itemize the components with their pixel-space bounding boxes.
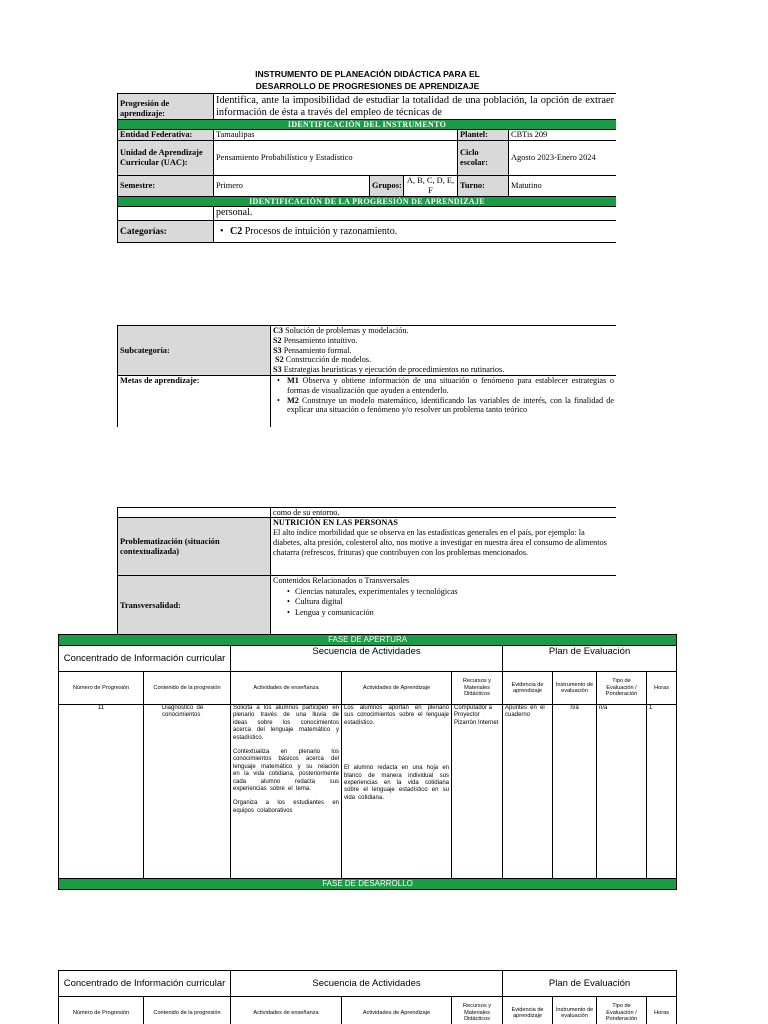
col-ensenanza: Actividades de enseñanza xyxy=(231,997,342,1024)
contenidos-list xyxy=(273,587,614,619)
subcategoria-code: C3 xyxy=(273,326,284,335)
ciclo-label: Ciclo escolar: xyxy=(458,141,509,176)
meta-text: Construye un modelo matemático, identificando las variables de interés, con la finalidad de explicar una situación o fenómeno y/o resolver un problema tanto teórico xyxy=(287,395,614,415)
subcategoria-code: S2 xyxy=(275,355,284,365)
col-numero: Número de Progresión xyxy=(59,997,144,1024)
subcategoria-text: Pensamiento intuitivo. xyxy=(283,335,358,345)
subcategoria-text: Solución de problemas y modelación. xyxy=(285,326,409,335)
subcategoria-line xyxy=(273,326,614,336)
group-concentrado: Concentrado de Información curricular xyxy=(59,646,231,672)
subcategoria-code: S3 xyxy=(273,345,282,355)
identification-table xyxy=(117,93,616,243)
section-identificacion-instrumento: IDENTIFICACIÓN DEL INSTRUMENTO xyxy=(118,120,617,130)
contenido-item: • Cultura digital xyxy=(273,597,614,608)
blank-cell xyxy=(118,207,214,221)
col-contenido: Contenido de la progresión xyxy=(144,997,231,1024)
meta-code: M1 xyxy=(287,376,299,385)
nutricion-text: El alto índice morbilidad que se observa en las estadísticas generales en el país, por ejemplo: la diabetes, alta presión, colesterol alto, nos motive a investigar en nuestra área el consumo de alimentos chatarra (refrescos, frituras) que contribuyen con los problemas mencionados. xyxy=(273,528,607,557)
group-plan: Plan de Evaluación xyxy=(503,971,677,997)
progresion-label: Progresión de aprendizaje: xyxy=(118,94,214,120)
fase-desarrollo-table xyxy=(58,970,677,1024)
col-tipo: Tipo de Evaluación / Ponderación xyxy=(597,997,647,1024)
subcategoria-line xyxy=(273,346,614,356)
col-tipo: Tipo de Evaluación / Ponderación xyxy=(597,672,647,705)
subcategoria-code: S3 xyxy=(273,365,282,375)
row-horas: 1 xyxy=(647,705,677,879)
entidad-label: Entidad Federativa: xyxy=(118,130,214,141)
col-contenido: Contenido de la progresión xyxy=(144,672,231,705)
col-evidencia: Evidencia de aprendizaje xyxy=(503,997,553,1024)
grupos-value: A, B, C, D, E, F xyxy=(404,176,458,197)
row-evidencia: Apuntes en el cuaderno xyxy=(503,705,553,879)
semestre-value: Primero xyxy=(214,176,370,197)
meta-code: M2 xyxy=(287,395,299,405)
col-numero: Número de Progresión xyxy=(59,672,144,705)
ensenanza-paragraph: Organiza a los estudiantes en equipos colaborativos xyxy=(233,800,339,814)
row-contenido: Diagnóstico de conocimientos xyxy=(144,705,231,879)
plantel-label: Plantel: xyxy=(458,130,509,141)
ensenanza-paragraph: Solicita a los alumnos participen en plenario través de una lluvia de ideas sobre los conocimientos acerca del lenguaje matemático y estadístico. xyxy=(233,705,339,741)
fase-apertura-table xyxy=(58,634,677,890)
group-concentrado: Concentrado de Información curricular xyxy=(59,971,231,997)
turno-value: Matutino xyxy=(509,176,617,197)
metas-label: Metas de aprendizaje: xyxy=(118,376,271,428)
fase-desarrollo-section xyxy=(58,970,678,1024)
subcategoria-line xyxy=(273,336,614,346)
meta-item xyxy=(273,376,614,396)
subcategoria-line xyxy=(273,355,614,365)
meta-text: Observa y obtiene información de una situación o fenómeno para establecer estrategias o formas de visualización que ayuden a entenderlo. xyxy=(287,376,615,395)
col-evidencia: Evidencia de aprendizaje xyxy=(503,672,553,705)
meta-item xyxy=(273,396,614,416)
progresion-text: Identifica, ante la imposibilidad de estudiar la totalidad de una población, la opción de extraer información de ésta a través del empleo de técnicas de xyxy=(214,94,617,120)
row-instrumento: n/a xyxy=(553,705,597,879)
group-secuencia: Secuencia de Actividades xyxy=(231,971,503,997)
col-instrumento: Instrumento de evaluación xyxy=(553,672,597,705)
contenido-item: • Ciencias naturales, experimentales y tecnológicas xyxy=(273,587,614,598)
uac-label: Unidad de Aprendizaje Curricular (UAC): xyxy=(118,141,214,176)
entorno-text: como de su entorno. xyxy=(271,508,617,518)
metas-list xyxy=(273,376,614,415)
contenido-item: • Lengua y comunicación xyxy=(273,608,614,619)
categoria-text: Procesos de intuición y razonamiento. xyxy=(244,225,398,237)
entidad-value: Tamaulipas xyxy=(214,130,458,141)
grupos-label: Grupos: xyxy=(370,176,404,197)
subcategoria-table xyxy=(117,325,616,427)
row-recursos: Computador a Proyector Pizarrón Internet xyxy=(452,705,503,879)
subcategoria-line xyxy=(273,365,614,375)
uac-value: Pensamiento Probabilístico y Estadístico xyxy=(214,141,458,176)
categorias-list xyxy=(216,227,614,237)
row-ensenanza xyxy=(231,705,342,879)
problematizacion-section xyxy=(117,507,616,635)
col-ensenanza: Actividades de enseñanza xyxy=(231,672,342,705)
problematizacion-table xyxy=(117,507,616,635)
document-title-line1: INSTRUMENTO DE PLANEACIÓN DIDÁCTICA PARA EL xyxy=(255,69,480,79)
personal-text: personal. xyxy=(214,207,617,221)
categoria-code: C2 xyxy=(230,225,243,237)
group-secuencia: Secuencia de Actividades xyxy=(231,646,503,672)
nutricion-title: NUTRICIÓN EN LAS PERSONAS xyxy=(273,518,398,527)
document-title-line2: DESARROLLO DE PROGRESIONES DE APRENDIZAJE xyxy=(255,81,480,91)
col-horas: Horas xyxy=(647,997,677,1024)
row-numero: 11 xyxy=(59,705,144,879)
turno-label: Turno: xyxy=(458,176,509,197)
subcategoria-code: S2 xyxy=(273,335,282,345)
subcategoria-text: Pensamiento formal. xyxy=(283,345,352,355)
subcategoria-text: Estrategias heurísticas y ejecución de procedimientos no rutinarios. xyxy=(283,365,505,375)
subcategoria-section xyxy=(117,325,616,427)
contenidos-title: Contenidos Relacionados o Transversales xyxy=(273,576,410,585)
aprendizaje-paragraph: Los alumnos aportan en plenario sus conocimientos sobre el lenguaje estadístico. xyxy=(344,705,449,726)
col-recursos: Recursos y Materiales Didácticos xyxy=(452,672,503,705)
group-plan: Plan de Evaluación xyxy=(503,646,677,672)
col-aprendizaje: Actividades de Aprendizaje xyxy=(342,672,452,705)
categoria-item xyxy=(216,227,614,237)
identification-section xyxy=(117,93,616,246)
fase-desarrollo-title: FASE DE DESARROLLO xyxy=(59,879,677,890)
categorias-label: Categorías: xyxy=(118,221,214,243)
blank-cell xyxy=(118,508,271,518)
row-tipo: n/a xyxy=(597,705,647,879)
row-aprendizaje xyxy=(342,705,452,879)
problematizacion-label: Problematización (situación contextualizada) xyxy=(118,518,271,576)
subcategoria-label: Subcategoría: xyxy=(118,326,271,376)
semestre-label: Semestre: xyxy=(118,176,214,197)
ensenanza-paragraph: Contextualiza en plenario los conocimientos básicos acerca del lenguaje matemático y su relación en la vida cotidiana, posteriormente cada alumno redacta sus experiencias sobre el tema. xyxy=(233,749,339,793)
plantel-value: CBTis 209 xyxy=(509,130,617,141)
col-instrumento: Instrumento de evaluación xyxy=(553,997,597,1024)
col-aprendizaje: Actividades de Aprendizaje xyxy=(342,997,452,1024)
col-horas: Horas xyxy=(647,672,677,705)
col-recursos: Recursos y Materiales Didácticos xyxy=(452,997,503,1024)
transversalidad-label: Transversalidad: xyxy=(118,576,271,636)
fase-apertura-title: FASE DE APERTURA xyxy=(59,635,677,646)
ciclo-value: Agosto 2023-Enero 2024 xyxy=(509,141,617,176)
subcategoria-text: Construcción de modelos. xyxy=(285,355,372,365)
aprendizaje-paragraph: El alumno redacta en una hoja en blanco de manera individual sus experiencias en la vida cotidiana sobre el lenguaje estadístico en su vida cotidiana. xyxy=(344,765,449,801)
section-identificacion-progresion: IDENTIFICACIÓN DE LA PROGRESIÓN DE APRENDIZAJE xyxy=(118,197,617,207)
